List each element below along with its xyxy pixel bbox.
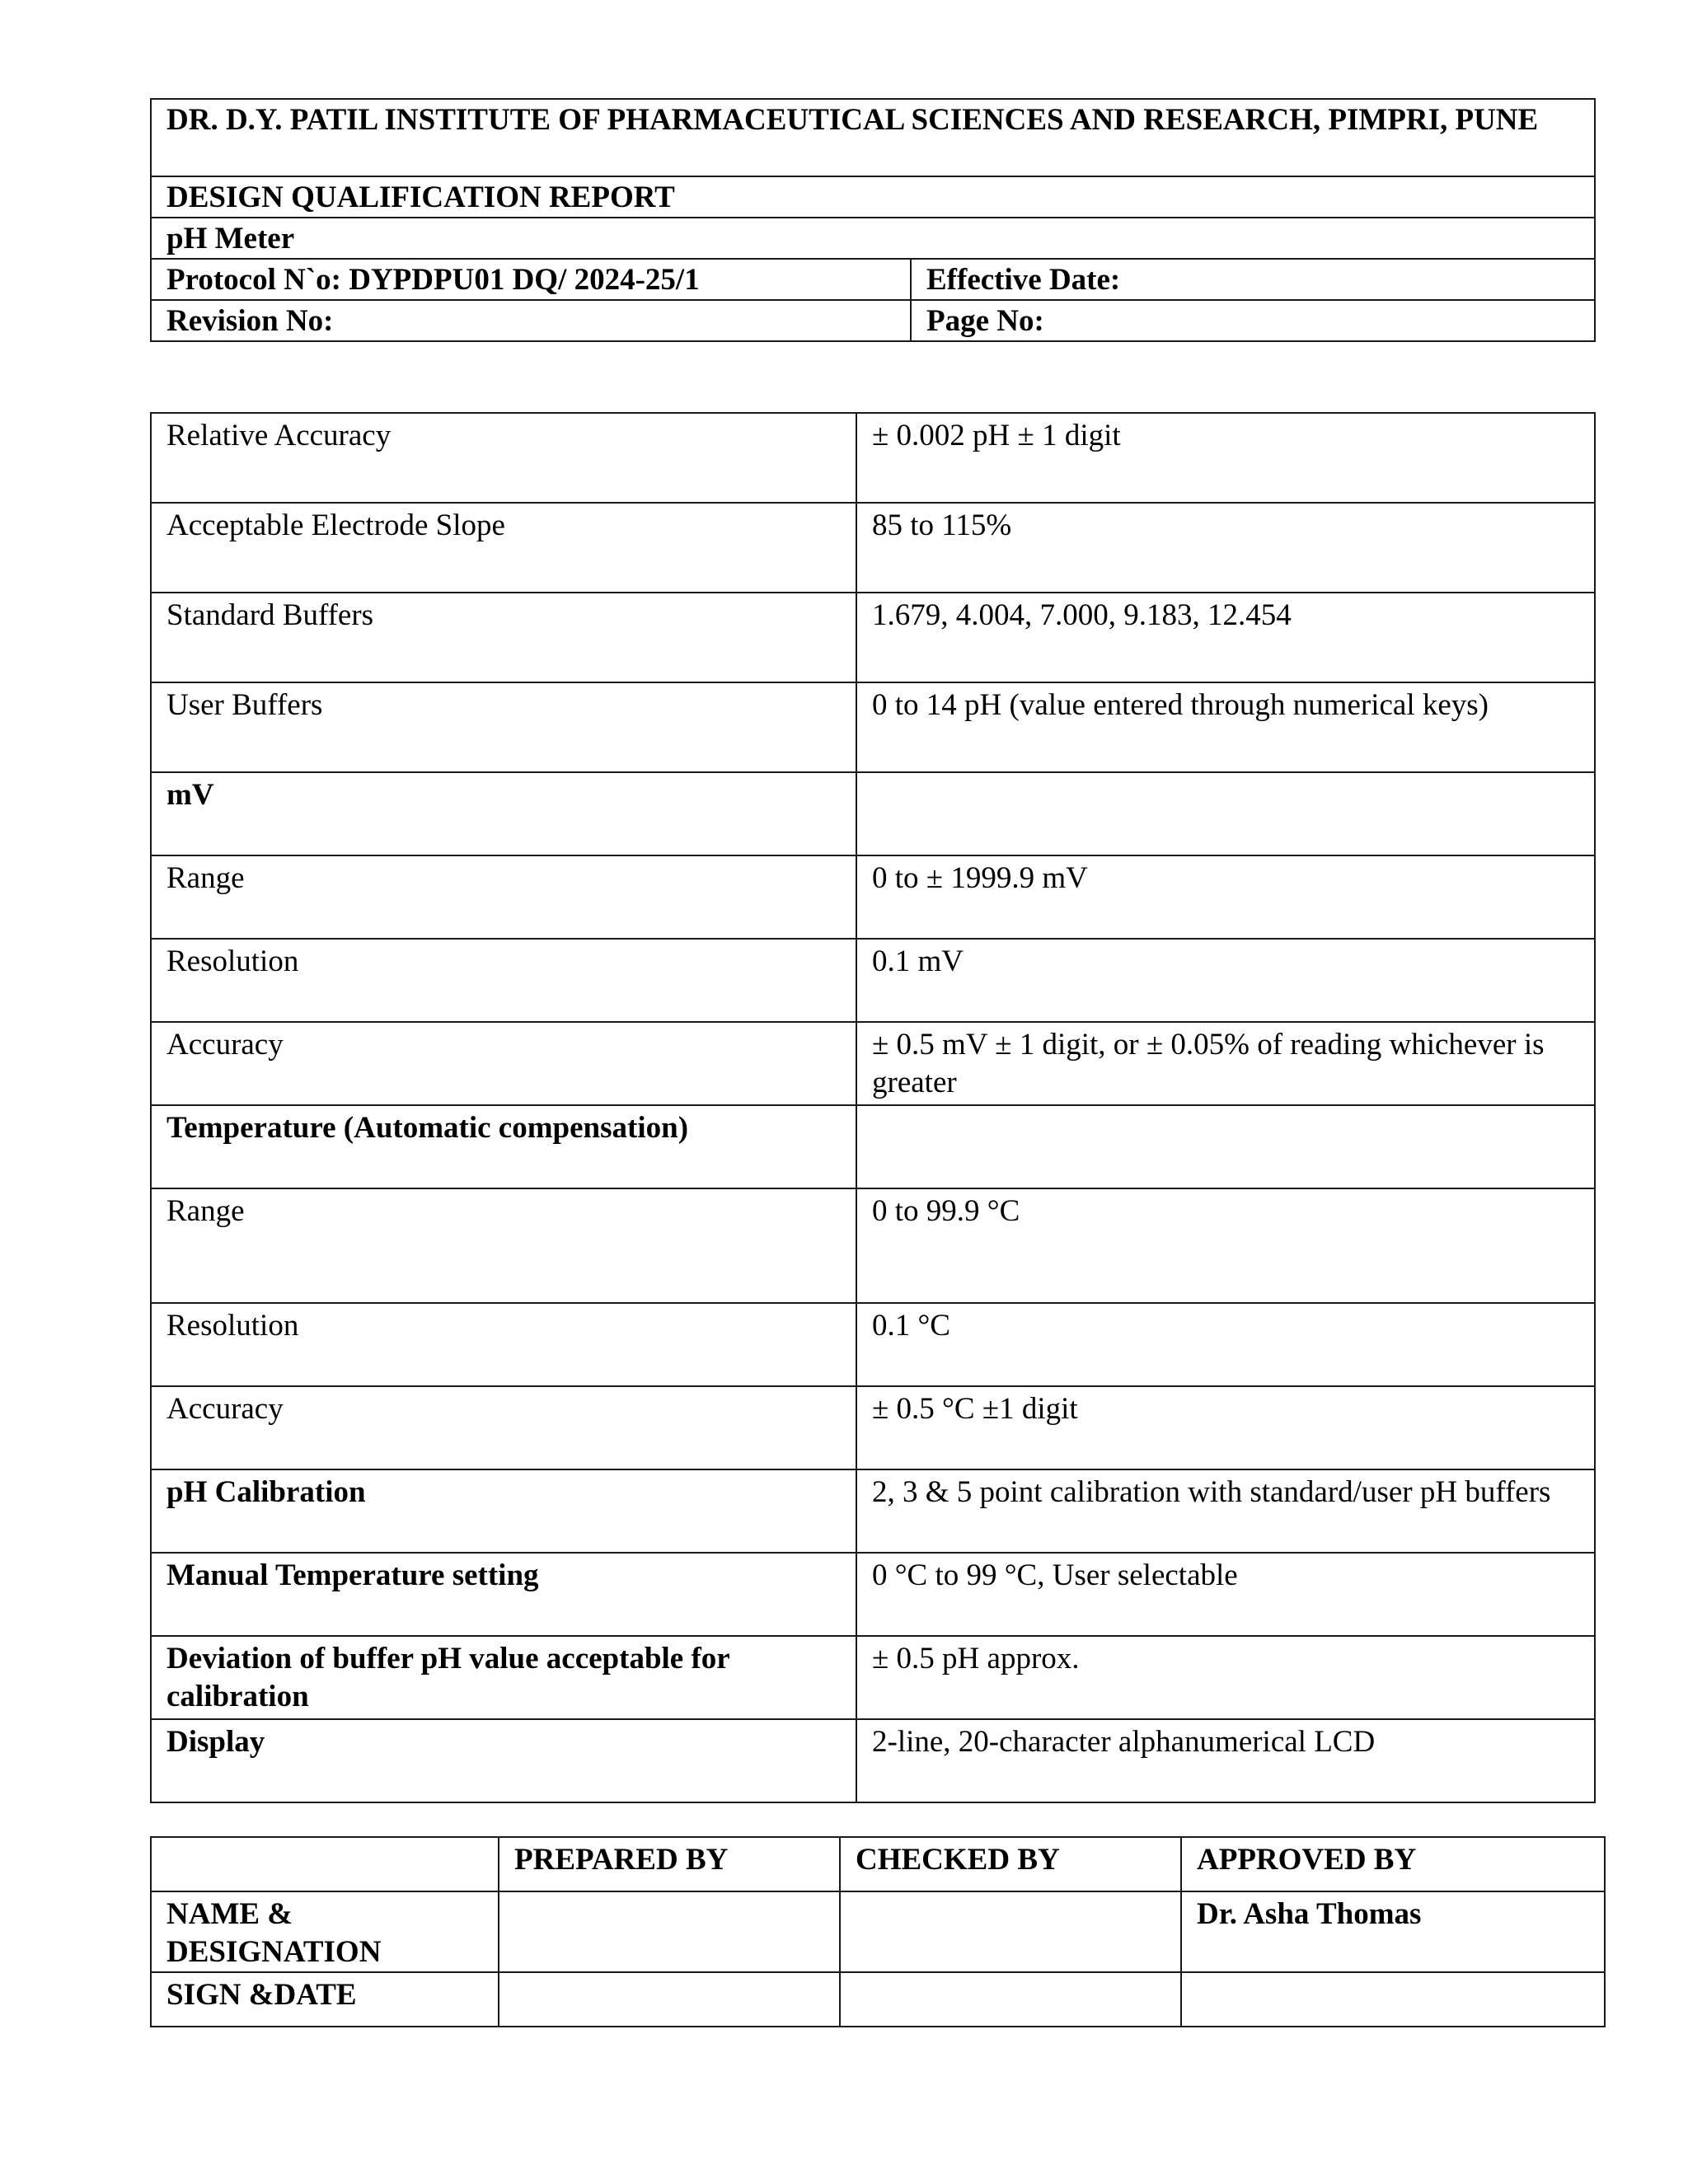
- spec-label: pH Calibration: [151, 1469, 856, 1553]
- spec-label: Resolution: [151, 1303, 856, 1386]
- spec-row: [151, 772, 1595, 855]
- spec-label: Acceptable Electrode Slope: [151, 503, 856, 593]
- spec-label: Display: [151, 1719, 856, 1802]
- spec-value: ± 0.002 pH ± 1 digit: [856, 413, 1595, 503]
- spec-row: [151, 593, 1595, 682]
- spec-label: Temperature (Automatic compensation): [151, 1105, 856, 1188]
- revision-number: Revision No:: [151, 300, 911, 341]
- institute-name: DR. D.Y. PATIL INSTITUTE OF PHARMACEUTICAL SCIENCES AND RESEARCH, PIMPRI, PUNE: [151, 99, 1595, 176]
- spec-label: Standard Buffers: [151, 593, 856, 682]
- spec-row: [151, 1022, 1595, 1105]
- spec-row: [151, 413, 1595, 503]
- spec-row: [151, 1386, 1595, 1469]
- spec-label: Manual Temperature setting: [151, 1553, 856, 1636]
- document-header: [150, 98, 1596, 342]
- spec-label: Resolution: [151, 939, 856, 1022]
- prepared-by-header: PREPARED BY: [499, 1837, 840, 1891]
- spec-row: [151, 1636, 1595, 1719]
- spec-value: [856, 1105, 1595, 1188]
- spec-label: Range: [151, 855, 856, 939]
- spec-row: [151, 1105, 1595, 1188]
- spec-value: 0.1 °C: [856, 1303, 1595, 1386]
- spec-row: [151, 1719, 1595, 1802]
- spec-value: ± 0.5 pH approx.: [856, 1636, 1595, 1719]
- spec-label: Range: [151, 1188, 856, 1303]
- prepared-by-sign: [499, 1972, 840, 2027]
- spec-value: 0 to ± 1999.9 mV: [856, 855, 1595, 939]
- protocol-number: Protocol N`o: DYPDPU01 DQ/ 2024-25/1: [151, 259, 911, 300]
- spec-value: 0 °C to 99 °C, User selectable: [856, 1553, 1595, 1636]
- spec-value: ± 0.5 °C ±1 digit: [856, 1386, 1595, 1469]
- spec-value: 2-line, 20-character alphanumerical LCD: [856, 1719, 1595, 1802]
- spec-row: [151, 682, 1595, 772]
- spec-value: 85 to 115%: [856, 503, 1595, 593]
- spec-value: 0 to 99.9 °C: [856, 1188, 1595, 1303]
- spec-label: Relative Accuracy: [151, 413, 856, 503]
- spec-row: [151, 1303, 1595, 1386]
- spec-row: [151, 855, 1595, 939]
- spec-row: [151, 1188, 1595, 1303]
- checked-by-sign: [840, 1972, 1181, 2027]
- spec-value: 2, 3 & 5 point calibration with standard/user pH buffers: [856, 1469, 1595, 1553]
- effective-date: Effective Date:: [911, 259, 1595, 300]
- spec-value: ± 0.5 mV ± 1 digit, or ± 0.05% of reading whichever is greater: [856, 1022, 1595, 1105]
- spec-label: mV: [151, 772, 856, 855]
- approved-by-header: APPROVED BY: [1181, 1837, 1605, 1891]
- spec-row: [151, 503, 1595, 593]
- checked-by-header: CHECKED BY: [840, 1837, 1181, 1891]
- spec-row: [151, 1469, 1595, 1553]
- spec-label: Accuracy: [151, 1386, 856, 1469]
- spec-value: 0 to 14 pH (value entered through numerical keys): [856, 682, 1595, 772]
- spec-label: Deviation of buffer pH value acceptable for calibration: [151, 1636, 856, 1719]
- instrument-name: pH Meter: [151, 218, 1595, 259]
- specification-table: [150, 412, 1596, 1803]
- approved-by-name: Dr. Asha Thomas: [1181, 1891, 1605, 1972]
- signoff-table: [150, 1836, 1606, 2027]
- signoff-header-blank: [151, 1837, 499, 1891]
- spec-label: Accuracy: [151, 1022, 856, 1105]
- prepared-by-name: [499, 1891, 840, 1972]
- name-designation-label: NAME & DESIGNATION: [151, 1891, 499, 1972]
- checked-by-name: [840, 1891, 1181, 1972]
- report-title: DESIGN QUALIFICATION REPORT: [151, 176, 1595, 218]
- spec-label: User Buffers: [151, 682, 856, 772]
- spec-row: [151, 939, 1595, 1022]
- page-number: Page No:: [911, 300, 1595, 341]
- spec-value: [856, 772, 1595, 855]
- spec-value: 0.1 mV: [856, 939, 1595, 1022]
- spec-row: [151, 1553, 1595, 1636]
- spec-value: 1.679, 4.004, 7.000, 9.183, 12.454: [856, 593, 1595, 682]
- sign-date-label: SIGN &DATE: [151, 1972, 499, 2027]
- approved-by-sign: [1181, 1972, 1605, 2027]
